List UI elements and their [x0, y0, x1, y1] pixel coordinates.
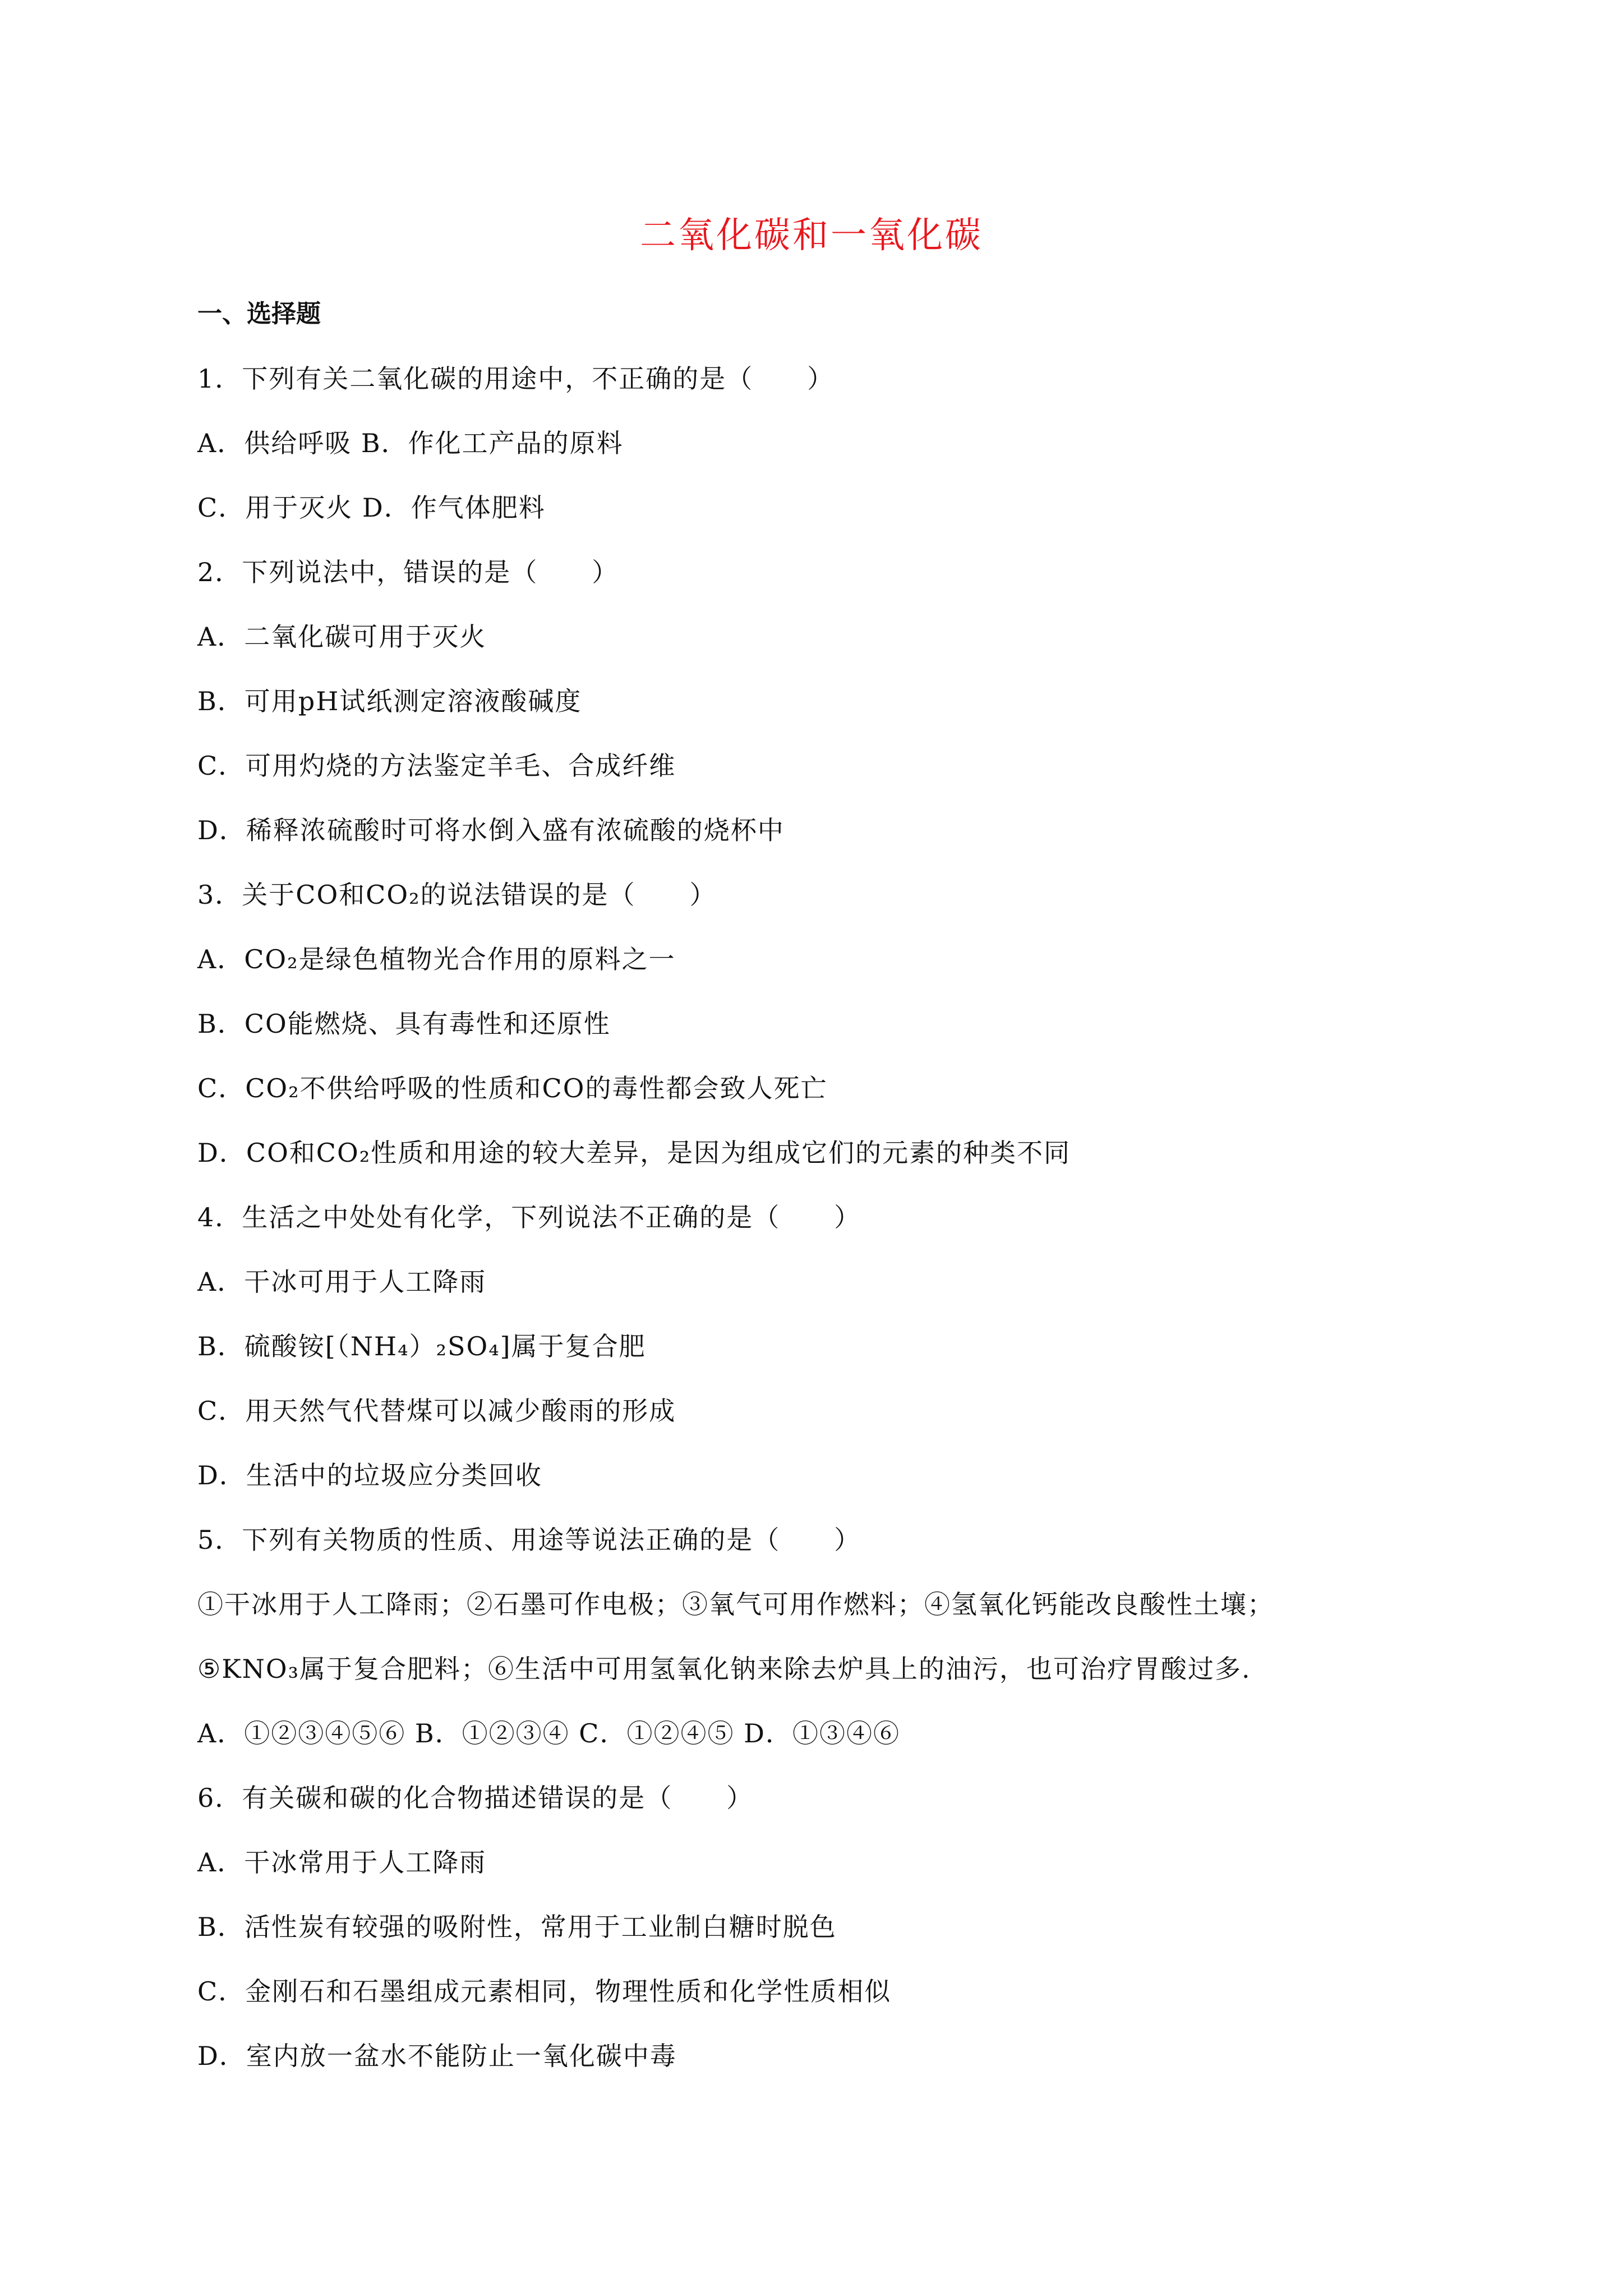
question-list: [197, 353, 1459, 2095]
section-heading: 一、选择题: [197, 300, 321, 328]
text-line: B．可用pH试纸测定溶液酸碱度: [197, 686, 582, 716]
text-line: C．用天然气代替煤可以减少酸雨的形成: [197, 1396, 676, 1426]
text-line: C．可用灼烧的方法鉴定羊毛、合成纤维: [197, 751, 676, 781]
text-line: A．供给呼吸 B．作化工产品的原料: [197, 428, 624, 458]
text-line: 4．生活之中处处有化学，下列说法不正确的是（ ）: [197, 1202, 861, 1232]
text-line: A．二氧化碳可用于灭火: [197, 622, 487, 652]
text-line: D．稀释浓硫酸时可将水倒入盛有浓硫酸的烧杯中: [197, 815, 785, 845]
text-line: ⑤KNO₃属于复合肥料；⑥生活中可用氢氧化钠来除去炉具上的油污，也可治疗胃酸过多.: [197, 1654, 1251, 1684]
text-line: B．活性炭有较强的吸附性，常用于工业制白糖时脱色: [197, 1912, 837, 1942]
text-line: B．硫酸铵[（NH₄）₂SO₄]属于复合肥: [197, 1331, 646, 1361]
text-line: D．室内放一盆水不能防止一氧化碳中毒: [197, 2041, 677, 2071]
text-line: 5．下列有关物质的性质、用途等说法正确的是（ ）: [197, 1525, 861, 1555]
text-line: ①干冰用于人工降雨；②石墨可作电极；③氧气可用作燃料；④氢氧化钙能改良酸性土壤；: [197, 1589, 1274, 1619]
text-line: A．干冰可用于人工降雨: [197, 1267, 487, 1297]
text-line: 6．有关碳和碳的化合物描述错误的是（ ）: [197, 1783, 754, 1813]
text-line: A．CO₂是绿色植物光合作用的原料之一: [197, 944, 676, 974]
text-line: D．CO和CO₂性质和用途的较大差异，是因为组成它们的元素的种类不同: [197, 1138, 1071, 1168]
text-line: C．CO₂不供给呼吸的性质和CO的毒性都会致人死亡: [197, 1073, 828, 1103]
text-line: C．金刚石和石墨组成元素相同，物理性质和化学性质相似: [197, 1976, 892, 2007]
document-title: 二氧化碳和一氧化碳: [640, 215, 983, 256]
text-line: A．干冰常用于人工降雨: [197, 1847, 487, 1878]
text-line: A．①②③④⑤⑥ B．①②③④ C．①②④⑤ D．①③④⑥: [197, 1718, 900, 1749]
text-line: D．生活中的垃圾应分类回收: [197, 1460, 542, 1490]
text-line: 2．下列说法中，错误的是（ ）: [197, 557, 619, 587]
text-line: C．用于灭火 D．作气体肥料: [197, 493, 546, 523]
text-line: B．CO能燃烧、具有毒性和还原性: [197, 1009, 611, 1039]
text-line: 1．下列有关二氧化碳的用途中，不正确的是（ ）: [197, 364, 834, 394]
text-line: 3．关于CO和CO₂的说法错误的是（ ）: [197, 880, 717, 910]
